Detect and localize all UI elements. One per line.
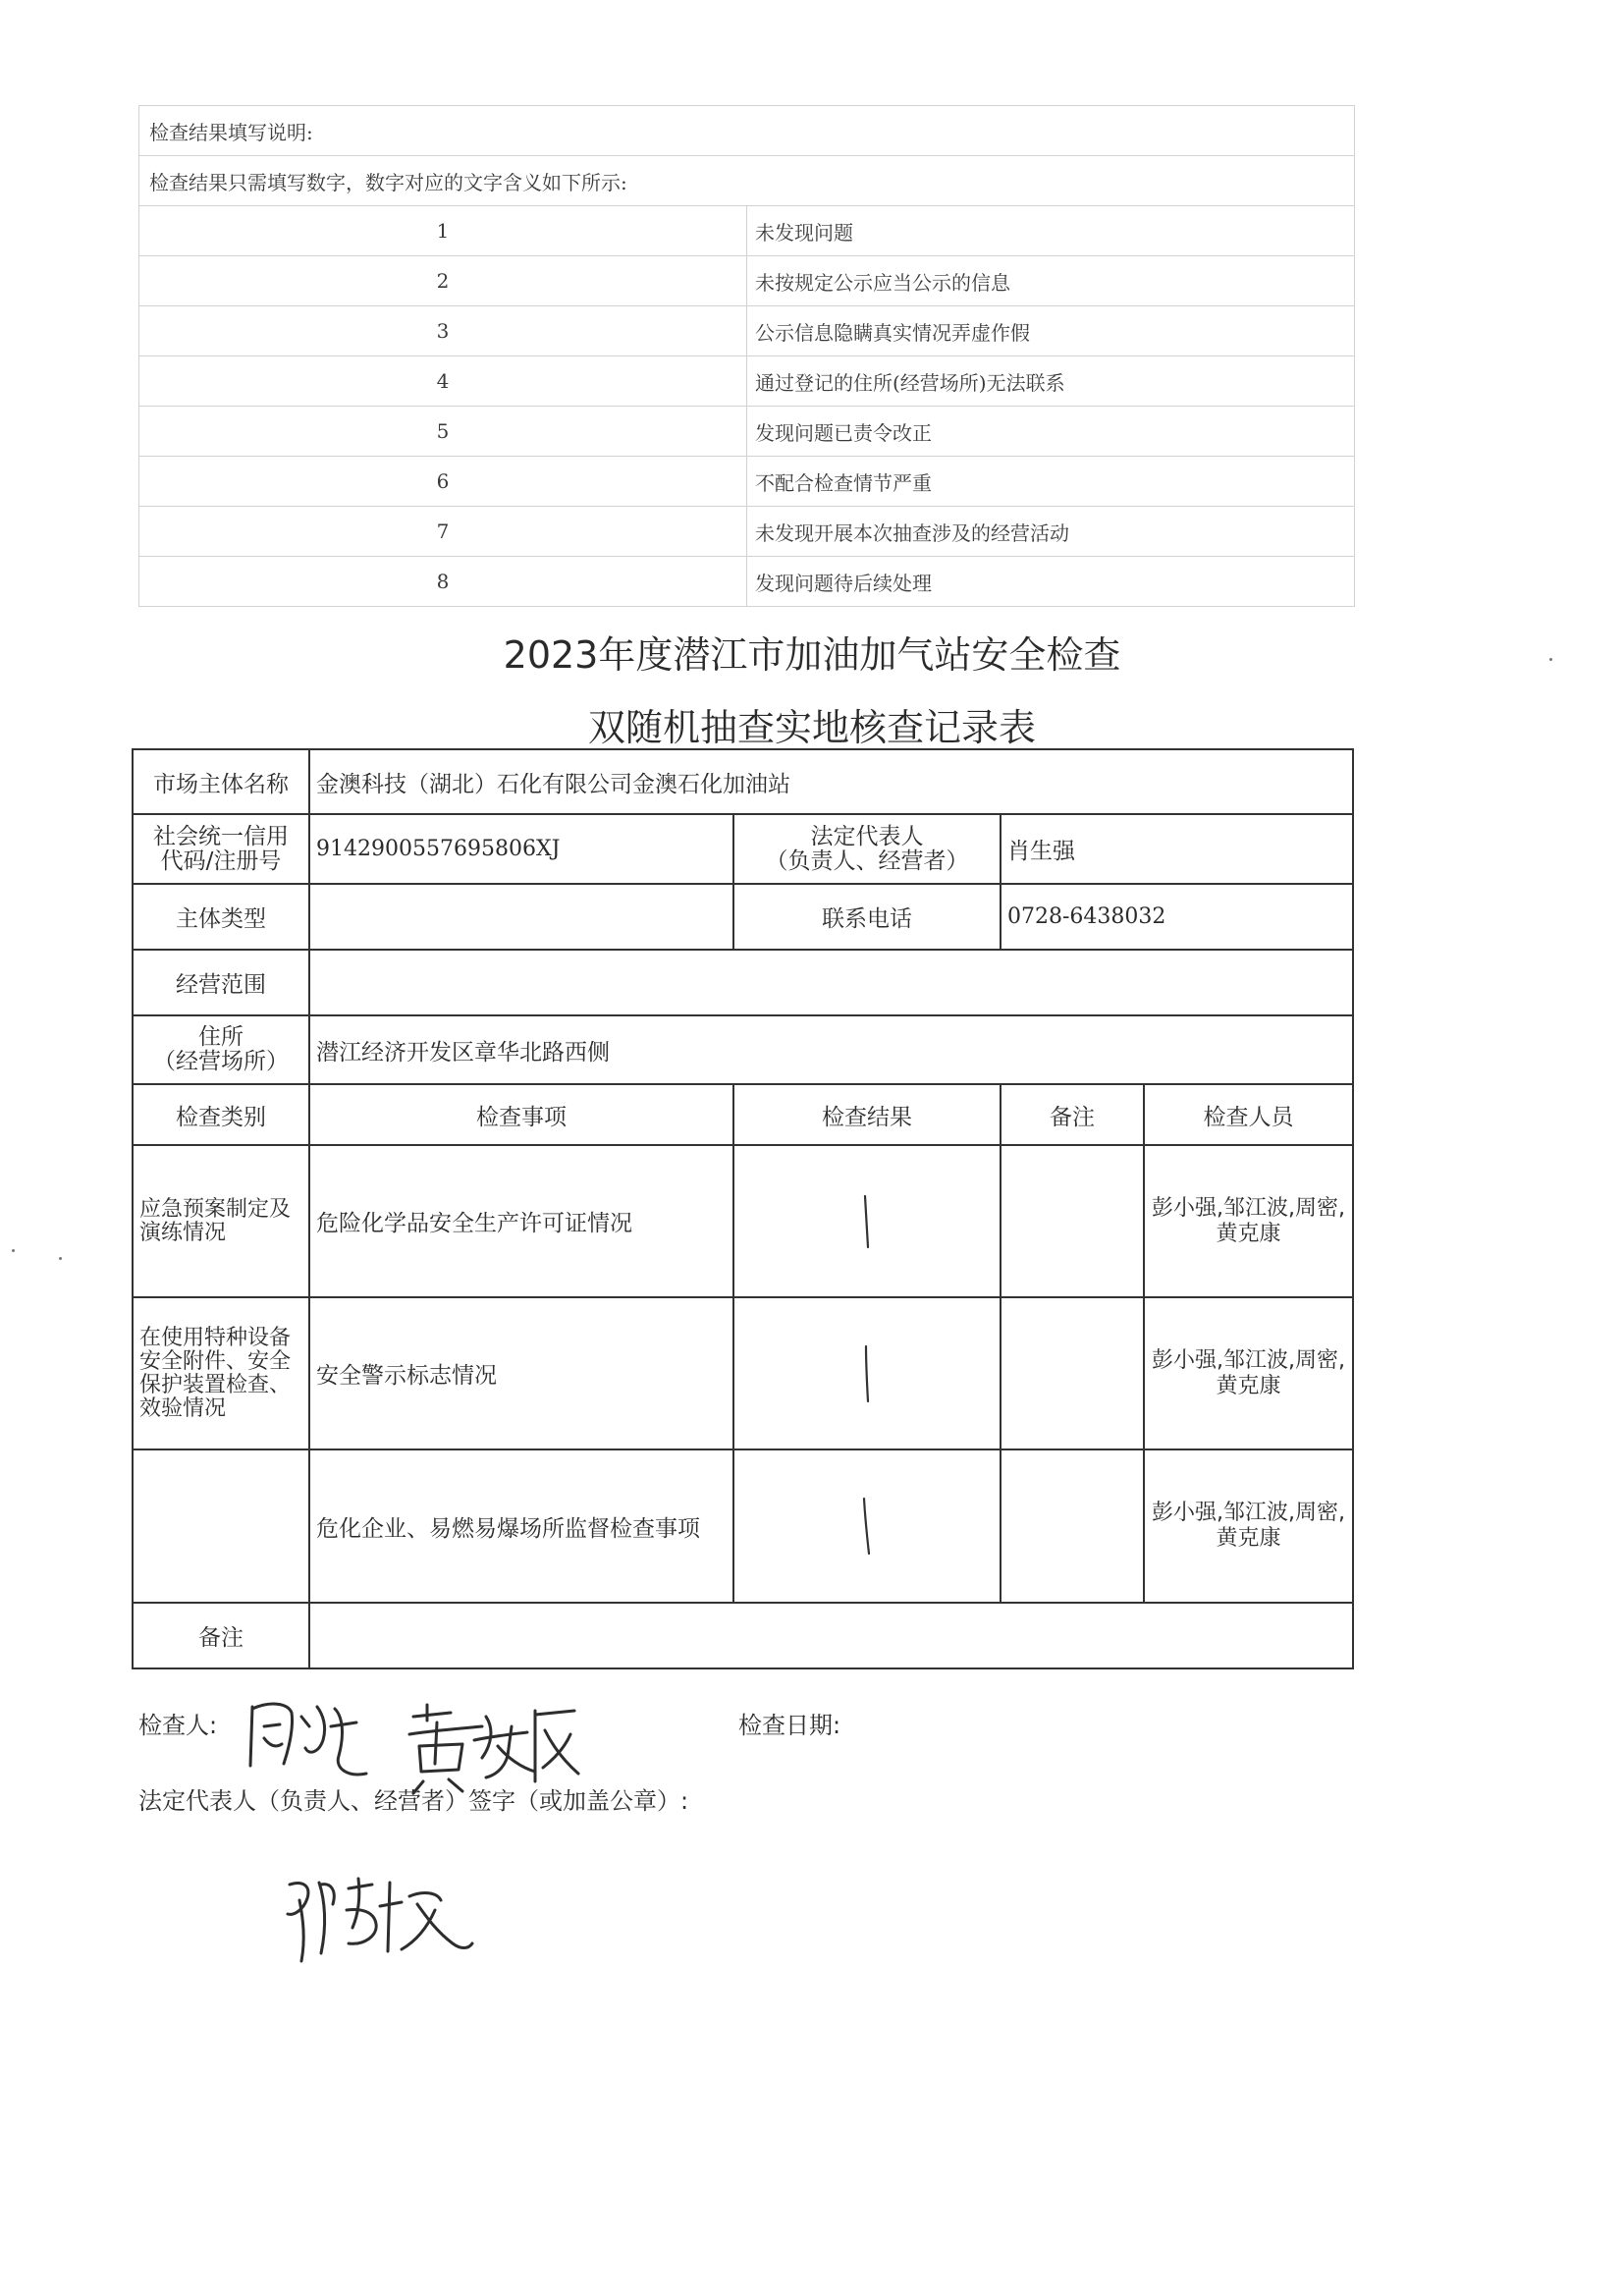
handwritten-result-1 [857,1342,877,1405]
remark-value [309,1603,1353,1668]
legend-num: 5 [139,407,747,457]
legal-signature-label: 法定代表人（负责人、经营者）签字（或加盖公章）: [138,1787,689,1815]
legend-num: 4 [139,356,747,407]
inspection-item: 危险化学品安全生产许可证情况 [309,1145,733,1297]
legend-row [139,557,1355,607]
scan-speck [1549,658,1552,661]
inspection-date-label: 检查日期: [738,1712,841,1739]
remark-label: 备注 [133,1603,309,1668]
header-remark: 备注 [1001,1084,1144,1145]
scan-speck [12,1249,15,1252]
page-title: 2023年度潜江市加油加气站安全检查 [503,633,1121,677]
inspection-category [133,1449,309,1603]
inspection-item: 安全警示标志情况 [309,1297,733,1449]
legend-text: 未发现问题 [747,206,1355,256]
entity-name-label: 市场主体名称 [133,749,309,814]
phone-value: 0728-6438032 [1001,884,1353,950]
legend-num: 7 [139,507,747,557]
legend-row [139,306,1355,356]
legend-num: 6 [139,457,747,507]
result-legend-table [138,105,1355,607]
address-label [133,1015,309,1084]
page-subtitle: 双随机抽查实地核查记录表 [587,706,1036,749]
inspection-record-table [132,748,1354,1669]
legend-row [139,256,1355,306]
legal-rep-label [733,814,1001,884]
header-inspectors: 检查人员 [1144,1084,1353,1145]
legend-num: 2 [139,256,747,306]
legend-num: 8 [139,557,747,607]
legend-num: 3 [139,306,747,356]
inspection-row [133,1145,1353,1297]
legal-rep-label-line2: （负责人、经营者） [765,847,969,874]
header-item: 检查事项 [309,1084,733,1145]
inspection-remark [1001,1297,1144,1449]
address-label-line2: （经营场所） [153,1049,289,1074]
legend-text: 未按规定公示应当公示的信息 [747,256,1355,306]
legend-intro: 检查结果填写说明: [139,106,1355,156]
credit-code-label [133,814,309,884]
entity-type-label: 主体类型 [133,884,309,950]
legend-num: 1 [139,206,747,256]
inspection-result [733,1449,1001,1603]
legend-text: 不配合检查情节严重 [747,457,1355,507]
handwritten-result-1 [857,1495,877,1558]
legal-rep-label-line1: 法定代表人 [810,823,924,849]
address-label-line1: 住所 [198,1024,244,1050]
business-scope-value [309,950,1353,1015]
legend-text: 发现问题已责令改正 [747,407,1355,457]
credit-code-value: 9142900557695806XJ [309,814,733,884]
inspection-item: 危化企业、易燃易爆场所监督检查事项 [309,1449,733,1603]
legend-row [139,457,1355,507]
legend-text: 通过登记的住所(经营场所)无法联系 [747,356,1355,407]
inspection-inspectors: 彭小强,邹江波,周密,黄克康 [1144,1145,1353,1297]
address-value: 潜江经济开发区章华北路西侧 [309,1015,1353,1084]
inspection-result [733,1297,1001,1449]
legend-text: 公示信息隐瞒真实情况弄虚作假 [747,306,1355,356]
inspector-label: 检查人: [138,1712,218,1739]
inspection-category: 在使用特种设备安全附件、安全保护装置检查、效验情况 [133,1297,309,1449]
legal-rep-value: 肖生强 [1001,814,1353,884]
inspector-signature [241,1687,594,1795]
legend-text: 未发现开展本次抽查涉及的经营活动 [747,507,1355,557]
legend-row [139,407,1355,457]
legend-row [139,206,1355,256]
legal-rep-signature [280,1871,476,1969]
handwritten-result-1 [857,1192,877,1251]
inspection-inspectors: 彭小强,邹江波,周密,黄克康 [1144,1449,1353,1603]
scan-speck [59,1257,62,1260]
entity-type-value [309,884,733,950]
entity-name-value: 金澳科技（湖北）石化有限公司金澳石化加油站 [309,749,1353,814]
legend-row [139,507,1355,557]
inspection-remark [1001,1145,1144,1297]
inspection-category: 应急预案制定及演练情况 [133,1145,309,1297]
legend-row [139,356,1355,407]
business-scope-label: 经营范围 [133,950,309,1015]
header-category: 检查类别 [133,1084,309,1145]
inspection-inspectors: 彭小强,邹江波,周密,黄克康 [1144,1297,1353,1449]
inspection-row [133,1449,1353,1603]
legend-instruction: 检查结果只需填写数字，数字对应的文字含义如下所示: [139,156,1355,206]
legend-text: 发现问题待后续处理 [747,557,1355,607]
credit-code-label-line2: 代码/注册号 [160,847,282,874]
inspection-result [733,1145,1001,1297]
header-result: 检查结果 [733,1084,1001,1145]
inspection-row [133,1297,1353,1449]
credit-code-label-line1: 社会统一信用 [153,823,289,849]
inspection-remark [1001,1449,1144,1603]
phone-label: 联系电话 [733,884,1001,950]
